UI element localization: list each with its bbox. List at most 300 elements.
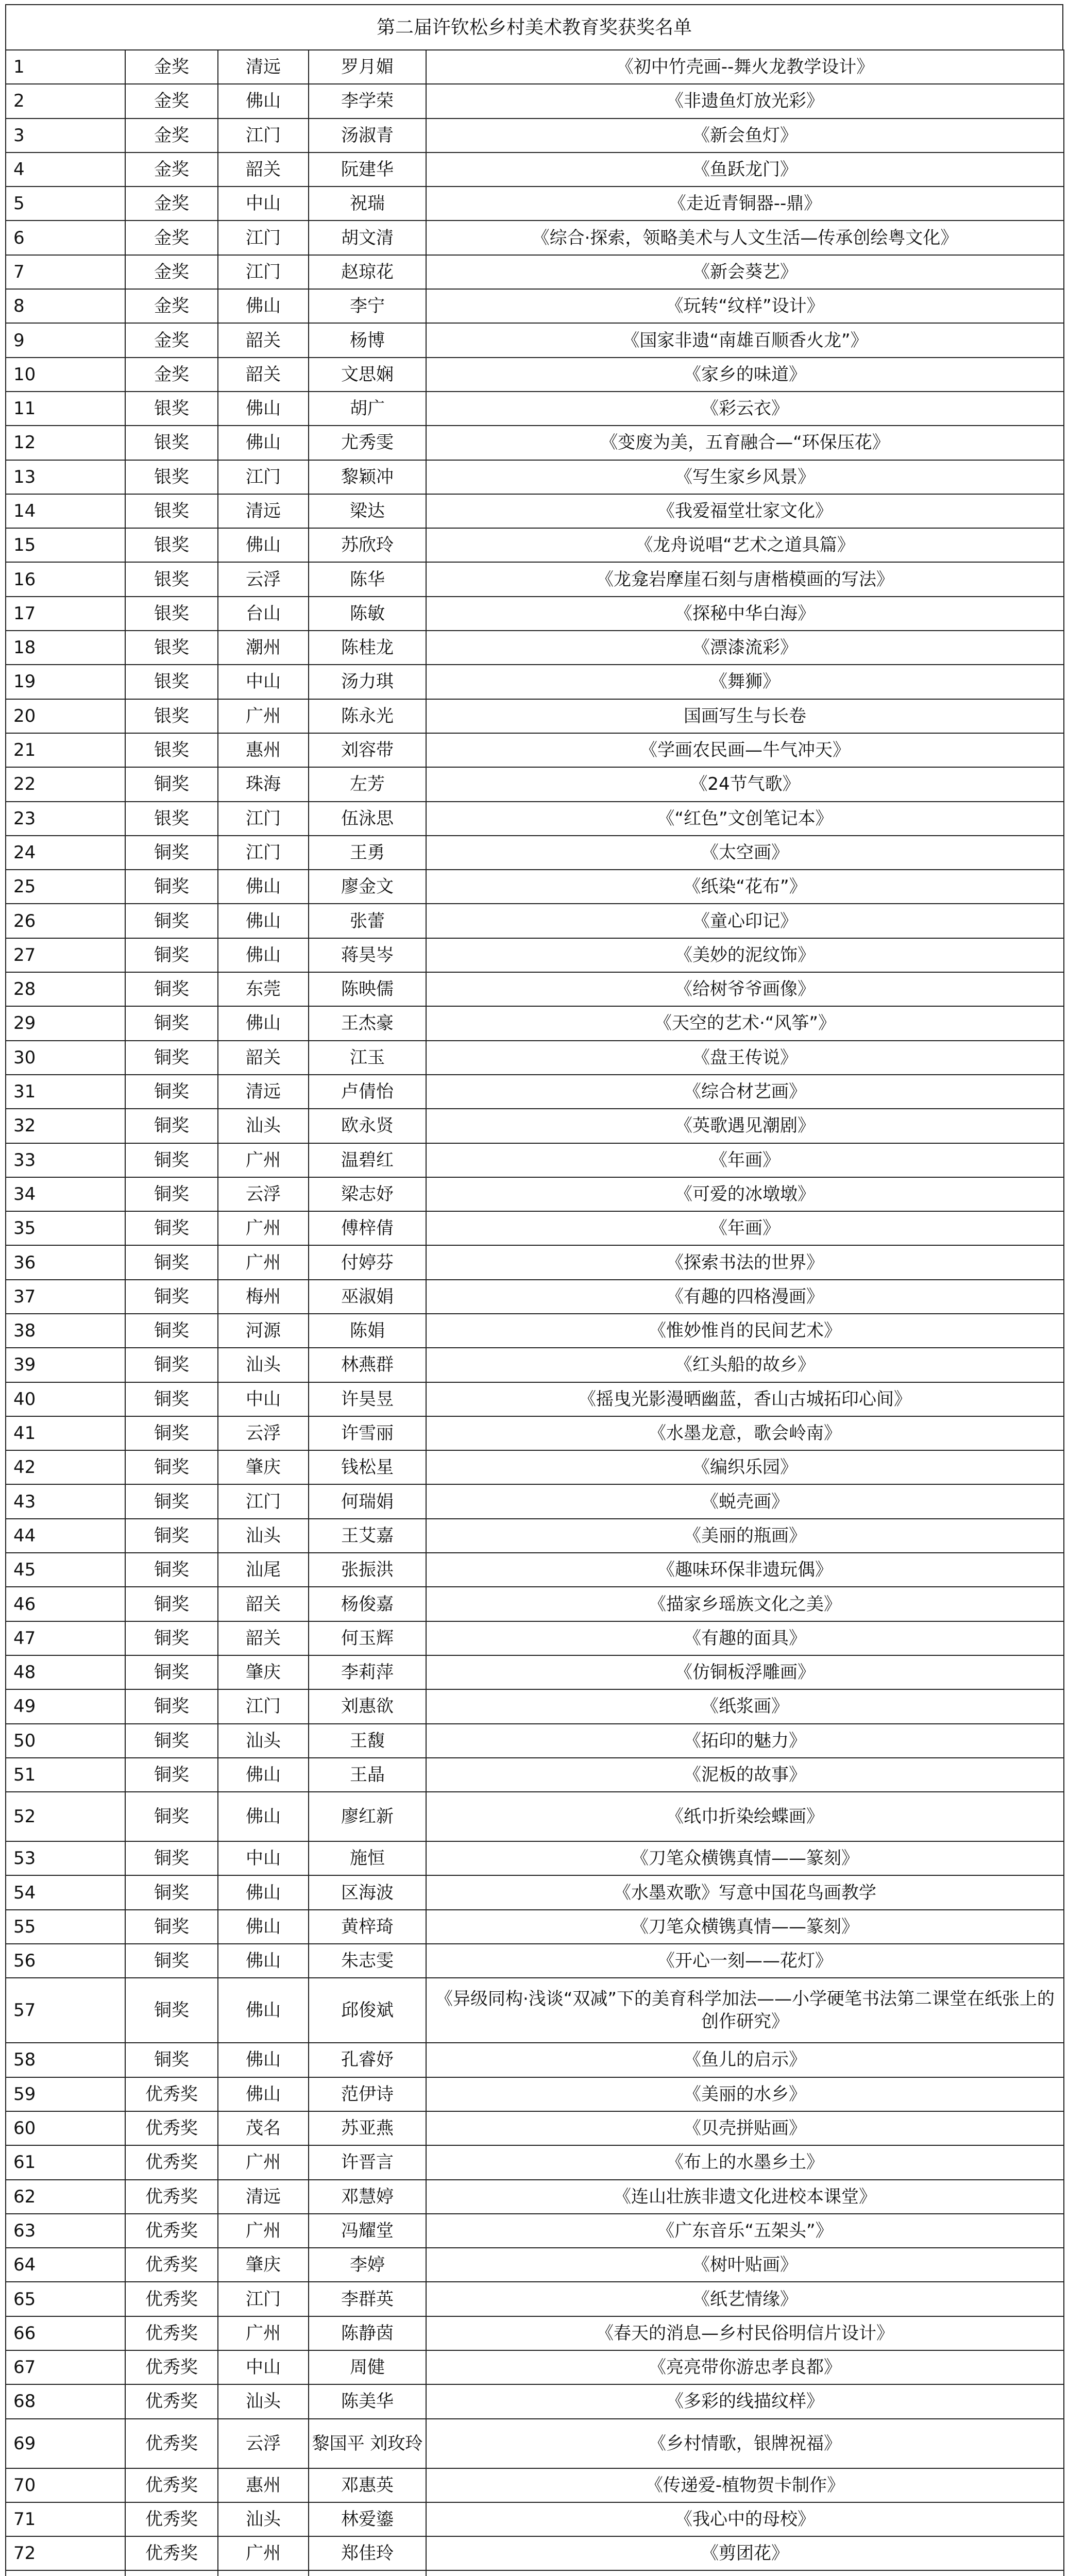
work-title: 《开心一刻——花灯》 bbox=[426, 1944, 1064, 1978]
award-level: 银奖 bbox=[125, 631, 218, 665]
city-name: 东莞 bbox=[218, 972, 309, 1006]
award-level bbox=[125, 2570, 218, 2576]
winner-name: 王杰豪 bbox=[309, 1006, 426, 1040]
table-row bbox=[6, 289, 1064, 323]
city-name: 云浮 bbox=[218, 1177, 309, 1211]
row-number: 30 bbox=[6, 1041, 125, 1075]
row-number: 9 bbox=[6, 323, 125, 357]
work-title: 《拓印的魅力》 bbox=[426, 1724, 1064, 1758]
city-name: 广州 bbox=[218, 699, 309, 733]
work-title: 《有趣的面具》 bbox=[426, 1621, 1064, 1655]
table-row bbox=[6, 2468, 1064, 2502]
row-number: 67 bbox=[6, 2350, 125, 2384]
work-title: 《家乡的味道》 bbox=[426, 358, 1064, 392]
city-name bbox=[218, 2570, 309, 2576]
row-number: 10 bbox=[6, 358, 125, 392]
work-title: 《美丽的水乡》 bbox=[426, 2077, 1064, 2111]
winner-name: 汤淑青 bbox=[309, 118, 426, 152]
winner-name: 苏欣玲 bbox=[309, 528, 426, 562]
award-level: 金奖 bbox=[125, 358, 218, 392]
award-level: 铜奖 bbox=[125, 1041, 218, 1075]
table-row bbox=[6, 1944, 1064, 1978]
row-number: 14 bbox=[6, 494, 125, 528]
city-name: 佛山 bbox=[218, 904, 309, 938]
winner-name: 钱松星 bbox=[309, 1450, 426, 1484]
award-level: 优秀奖 bbox=[125, 2502, 218, 2536]
award-table bbox=[5, 49, 1064, 2576]
city-name: 清远 bbox=[218, 1075, 309, 1109]
table-row bbox=[6, 2502, 1064, 2536]
work-title: 《美丽的瓶画》 bbox=[426, 1519, 1064, 1553]
work-title: 《纸巾折染绘蝶画》 bbox=[426, 1792, 1064, 1841]
award-level: 铜奖 bbox=[125, 1109, 218, 1143]
work-title: 《树叶贴画》 bbox=[426, 2248, 1064, 2282]
winner-name: 冯耀堂 bbox=[309, 2214, 426, 2248]
row-number: 25 bbox=[6, 870, 125, 904]
award-level: 优秀奖 bbox=[125, 2350, 218, 2384]
winner-name: 邓惠英 bbox=[309, 2468, 426, 2502]
award-level: 铜奖 bbox=[125, 870, 218, 904]
award-level: 铜奖 bbox=[125, 1689, 218, 1723]
work-title: 《龙舟说唱“艺术之道具篇》 bbox=[426, 528, 1064, 562]
city-name: 韶关 bbox=[218, 1587, 309, 1621]
work-title: 《布上的水墨乡土》 bbox=[426, 2145, 1064, 2179]
work-title: 《描家乡瑶族文化之美》 bbox=[426, 1587, 1064, 1621]
city-name: 潮州 bbox=[218, 631, 309, 665]
award-level: 铜奖 bbox=[125, 1621, 218, 1655]
work-title: 《有趣的四格漫画》 bbox=[426, 1280, 1064, 1314]
work-title: 《太空画》 bbox=[426, 836, 1064, 870]
award-level: 金奖 bbox=[125, 323, 218, 357]
row-number: 40 bbox=[6, 1382, 125, 1416]
table-row bbox=[6, 2384, 1064, 2418]
award-level: 优秀奖 bbox=[125, 2248, 218, 2282]
row-number: 38 bbox=[6, 1314, 125, 1348]
table-row bbox=[6, 392, 1064, 426]
city-name: 佛山 bbox=[218, 1978, 309, 2043]
table-row bbox=[6, 597, 1064, 631]
city-name: 汕头 bbox=[218, 1109, 309, 1143]
table-row bbox=[6, 1553, 1064, 1587]
work-title: 《新会鱼灯》 bbox=[426, 118, 1064, 152]
table-row bbox=[6, 1724, 1064, 1758]
table-row bbox=[6, 2214, 1064, 2248]
winner-name: 陈桂龙 bbox=[309, 631, 426, 665]
work-title: 《编织乐园》 bbox=[426, 1450, 1064, 1484]
work-title: 《春天的消息—乡村民俗明信片设计》 bbox=[426, 2316, 1064, 2350]
work-title: 《国家非遗“南雄百顺香火龙”》 bbox=[426, 323, 1064, 357]
winner-name: 陈敏 bbox=[309, 597, 426, 631]
table-row bbox=[6, 1348, 1064, 1382]
winner-name: 刘容带 bbox=[309, 733, 426, 767]
row-number: 61 bbox=[6, 2145, 125, 2179]
table-row bbox=[6, 1006, 1064, 1040]
row-number: 43 bbox=[6, 1484, 125, 1518]
table-row bbox=[6, 938, 1064, 972]
winner-name: 李宁 bbox=[309, 289, 426, 323]
winner-name: 廖金文 bbox=[309, 870, 426, 904]
winner-name: 江玉 bbox=[309, 1041, 426, 1075]
winner-name: 李学荣 bbox=[309, 84, 426, 118]
winner-name: 傅梓倩 bbox=[309, 1211, 426, 1245]
award-level: 铜奖 bbox=[125, 1944, 218, 1978]
row-number: 52 bbox=[6, 1792, 125, 1841]
table-row bbox=[6, 1519, 1064, 1553]
award-level: 金奖 bbox=[125, 84, 218, 118]
work-title: 《纸浆画》 bbox=[426, 1689, 1064, 1723]
winner-name: 王晶 bbox=[309, 1758, 426, 1792]
city-name: 肇庆 bbox=[218, 1655, 309, 1689]
city-name: 佛山 bbox=[218, 84, 309, 118]
winner-name: 陈美华 bbox=[309, 2384, 426, 2418]
work-title: 《我心中的母校》 bbox=[426, 2502, 1064, 2536]
table-row bbox=[6, 528, 1064, 562]
award-level: 铜奖 bbox=[125, 1587, 218, 1621]
winner-name: 邓慧婷 bbox=[309, 2180, 426, 2214]
winner-name: 郑佳玲 bbox=[309, 2536, 426, 2570]
award-level: 铜奖 bbox=[125, 1245, 218, 1279]
award-level: 优秀奖 bbox=[125, 2468, 218, 2502]
work-title: 《剪团花》 bbox=[426, 2536, 1064, 2570]
city-name: 中山 bbox=[218, 1382, 309, 1416]
award-level: 银奖 bbox=[125, 426, 218, 460]
row-number: 23 bbox=[6, 802, 125, 836]
row-number: 68 bbox=[6, 2384, 125, 2418]
award-level: 铜奖 bbox=[125, 938, 218, 972]
work-title: 《童心印记》 bbox=[426, 904, 1064, 938]
table-row bbox=[6, 2570, 1064, 2576]
city-name: 佛山 bbox=[218, 1944, 309, 1978]
city-name: 云浮 bbox=[218, 1416, 309, 1450]
city-name: 茂名 bbox=[218, 2111, 309, 2145]
table-row bbox=[6, 1382, 1064, 1416]
table-row bbox=[6, 1245, 1064, 1279]
row-number: 72 bbox=[6, 2536, 125, 2570]
work-title: 《惟妙惟肖的民间艺术》 bbox=[426, 1314, 1064, 1348]
row-number: 18 bbox=[6, 631, 125, 665]
table-row bbox=[6, 2145, 1064, 2179]
winner-name: 区海波 bbox=[309, 1875, 426, 1909]
row-number: 62 bbox=[6, 2180, 125, 2214]
work-title: 《仿铜板浮雕画》 bbox=[426, 1655, 1064, 1689]
work-title: 《玩转“纹样”设计》 bbox=[426, 289, 1064, 323]
city-name: 江门 bbox=[218, 802, 309, 836]
winner-name: 张振洪 bbox=[309, 1553, 426, 1587]
city-name: 江门 bbox=[218, 836, 309, 870]
city-name: 中山 bbox=[218, 1841, 309, 1875]
winner-name: 周健 bbox=[309, 2350, 426, 2384]
work-title: 《走近青铜器--鼎》 bbox=[426, 187, 1064, 221]
work-title: 《红头船的故乡》 bbox=[426, 1348, 1064, 1382]
work-title: 《综合材艺画》 bbox=[426, 1075, 1064, 1109]
award-level: 铜奖 bbox=[125, 1875, 218, 1909]
row-number: 44 bbox=[6, 1519, 125, 1553]
row-number: 16 bbox=[6, 562, 125, 596]
award-level: 铜奖 bbox=[125, 1841, 218, 1875]
winner-name: 李群英 bbox=[309, 2282, 426, 2316]
city-name: 清远 bbox=[218, 50, 309, 84]
work-title: 《变废为美，五育融合—“环保压花》 bbox=[426, 426, 1064, 460]
city-name: 佛山 bbox=[218, 1910, 309, 1944]
city-name: 佛山 bbox=[218, 938, 309, 972]
row-number: 36 bbox=[6, 1245, 125, 1279]
winner-name: 卢倩怡 bbox=[309, 1075, 426, 1109]
winner-name: 廖红新 bbox=[309, 1792, 426, 1841]
city-name: 中山 bbox=[218, 2350, 309, 2384]
table-row bbox=[6, 767, 1064, 801]
city-name: 佛山 bbox=[218, 1875, 309, 1909]
winner-name: 蒋昊岑 bbox=[309, 938, 426, 972]
city-name: 云浮 bbox=[218, 2419, 309, 2468]
award-level: 铜奖 bbox=[125, 1075, 218, 1109]
city-name: 广州 bbox=[218, 1143, 309, 1177]
winner-name: 何瑞娟 bbox=[309, 1484, 426, 1518]
work-title: 《刀笔众横镌真情——篆刻》 bbox=[426, 1841, 1064, 1875]
city-name: 中山 bbox=[218, 187, 309, 221]
winner-name: 罗月媚 bbox=[309, 50, 426, 84]
city-name: 中山 bbox=[218, 665, 309, 699]
city-name: 云浮 bbox=[218, 562, 309, 596]
city-name: 汕头 bbox=[218, 2502, 309, 2536]
table-row bbox=[6, 733, 1064, 767]
work-title: 《可爱的冰墩墩》 bbox=[426, 1177, 1064, 1211]
award-level: 银奖 bbox=[125, 733, 218, 767]
award-level: 优秀奖 bbox=[125, 2180, 218, 2214]
award-level: 铜奖 bbox=[125, 1910, 218, 1944]
award-level: 铜奖 bbox=[125, 972, 218, 1006]
winner-name: 李莉萍 bbox=[309, 1655, 426, 1689]
row-number: 31 bbox=[6, 1075, 125, 1109]
award-level: 银奖 bbox=[125, 528, 218, 562]
winner-name: 陈永光 bbox=[309, 699, 426, 733]
row-number: 4 bbox=[6, 152, 125, 187]
table-row bbox=[6, 2043, 1064, 2077]
award-level: 铜奖 bbox=[125, 836, 218, 870]
work-title: 《摇曳光影漫晒幽蓝，香山古城拓印心间》 bbox=[426, 1382, 1064, 1416]
table-row bbox=[6, 1075, 1064, 1109]
work-title: 《新会葵艺》 bbox=[426, 255, 1064, 289]
award-level: 优秀奖 bbox=[125, 2111, 218, 2145]
table-row bbox=[6, 494, 1064, 528]
winner-name: 梁志妤 bbox=[309, 1177, 426, 1211]
work-title: 《我爱福堂壮家文化》 bbox=[426, 494, 1064, 528]
city-name: 佛山 bbox=[218, 392, 309, 426]
winner-name: 许晋言 bbox=[309, 2145, 426, 2179]
award-level: 铜奖 bbox=[125, 1553, 218, 1587]
row-number: 27 bbox=[6, 938, 125, 972]
row-number: 15 bbox=[6, 528, 125, 562]
work-title: 《天空的艺术·“风筝”》 bbox=[426, 1006, 1064, 1040]
row-number: 46 bbox=[6, 1587, 125, 1621]
work-title: 《年画》 bbox=[426, 1211, 1064, 1245]
city-name: 江门 bbox=[218, 221, 309, 255]
table-row bbox=[6, 1587, 1064, 1621]
table-row bbox=[6, 1841, 1064, 1875]
table-row bbox=[6, 50, 1064, 84]
award-level: 优秀奖 bbox=[125, 2536, 218, 2570]
work-title: 《贝壳拼贴画》 bbox=[426, 2111, 1064, 2145]
city-name: 佛山 bbox=[218, 426, 309, 460]
row-number: 41 bbox=[6, 1416, 125, 1450]
row-number: 37 bbox=[6, 1280, 125, 1314]
row-number: 24 bbox=[6, 836, 125, 870]
award-level: 铜奖 bbox=[125, 1314, 218, 1348]
row-number: 51 bbox=[6, 1758, 125, 1792]
award-level: 铜奖 bbox=[125, 904, 218, 938]
city-name: 惠州 bbox=[218, 2468, 309, 2502]
award-level: 铜奖 bbox=[125, 1484, 218, 1518]
award-level: 银奖 bbox=[125, 665, 218, 699]
award-level: 银奖 bbox=[125, 597, 218, 631]
city-name: 佛山 bbox=[218, 1792, 309, 1841]
city-name: 广州 bbox=[218, 2316, 309, 2350]
city-name: 汕尾 bbox=[218, 1553, 309, 1587]
work-title: 国画写生与长卷 bbox=[426, 699, 1064, 733]
row-number: 2 bbox=[6, 84, 125, 118]
award-level: 优秀奖 bbox=[125, 2419, 218, 2468]
winner-name: 阮建华 bbox=[309, 152, 426, 187]
award-level: 铜奖 bbox=[125, 1211, 218, 1245]
work-title: 《水墨欢歌》写意中国花鸟画教学 bbox=[426, 1875, 1064, 1909]
award-level: 铜奖 bbox=[125, 1416, 218, 1450]
city-name: 佛山 bbox=[218, 528, 309, 562]
row-number: 57 bbox=[6, 1978, 125, 2043]
table-row bbox=[6, 118, 1064, 152]
table-row bbox=[6, 1689, 1064, 1723]
city-name: 广州 bbox=[218, 2145, 309, 2179]
row-number: 35 bbox=[6, 1211, 125, 1245]
work-title: 《泥板的故事》 bbox=[426, 1758, 1064, 1792]
work-title: 《24节气歌》 bbox=[426, 767, 1064, 801]
city-name: 清远 bbox=[218, 2180, 309, 2214]
table-row bbox=[6, 1621, 1064, 1655]
city-name: 江门 bbox=[218, 255, 309, 289]
row-number: 20 bbox=[6, 699, 125, 733]
table-row bbox=[6, 1655, 1064, 1689]
table-row bbox=[6, 221, 1064, 255]
work-title: 《广东音乐“五架头”》 bbox=[426, 2214, 1064, 2248]
row-number: 29 bbox=[6, 1006, 125, 1040]
winner-name: 许雪丽 bbox=[309, 1416, 426, 1450]
winner-name: 梁达 bbox=[309, 494, 426, 528]
row-number: 17 bbox=[6, 597, 125, 631]
winner-name: 温碧红 bbox=[309, 1143, 426, 1177]
row-number: 64 bbox=[6, 2248, 125, 2282]
row-number: 55 bbox=[6, 1910, 125, 1944]
winner-name: 范伊诗 bbox=[309, 2077, 426, 2111]
winner-name: 邱俊斌 bbox=[309, 1978, 426, 2043]
table-row bbox=[6, 152, 1064, 187]
table-row bbox=[6, 699, 1064, 733]
city-name: 梅州 bbox=[218, 1280, 309, 1314]
table-row bbox=[6, 2111, 1064, 2145]
table-row bbox=[6, 1177, 1064, 1211]
city-name: 佛山 bbox=[218, 1758, 309, 1792]
winner-name: 汤力琪 bbox=[309, 665, 426, 699]
table-row bbox=[6, 2282, 1064, 2316]
winner-name: 施恒 bbox=[309, 1841, 426, 1875]
city-name: 韶关 bbox=[218, 1041, 309, 1075]
winner-name: 巫淑娟 bbox=[309, 1280, 426, 1314]
row-number: 39 bbox=[6, 1348, 125, 1382]
table-row bbox=[6, 2077, 1064, 2111]
row-number: 6 bbox=[6, 221, 125, 255]
work-title: 《初中竹壳画--舞火龙教学设计》 bbox=[426, 50, 1064, 84]
city-name: 汕头 bbox=[218, 1348, 309, 1382]
award-level: 铜奖 bbox=[125, 1143, 218, 1177]
winner-name: 黎国平 刘玫玲 bbox=[309, 2419, 426, 2468]
city-name: 河源 bbox=[218, 1314, 309, 1348]
winner-name: 文思娴 bbox=[309, 358, 426, 392]
table-row bbox=[6, 1143, 1064, 1177]
work-title: 《探索书法的世界》 bbox=[426, 1245, 1064, 1279]
city-name: 广州 bbox=[218, 1211, 309, 1245]
row-number: 71 bbox=[6, 2502, 125, 2536]
row-number: 32 bbox=[6, 1109, 125, 1143]
winner-name: 林爱鎏 bbox=[309, 2502, 426, 2536]
table-row bbox=[6, 1280, 1064, 1314]
winner-name: 胡文清 bbox=[309, 221, 426, 255]
table-row bbox=[6, 2350, 1064, 2384]
city-name: 韶关 bbox=[218, 358, 309, 392]
winner-name: 许昊昱 bbox=[309, 1382, 426, 1416]
winner-name: 陈静茵 bbox=[309, 2316, 426, 2350]
table-row bbox=[6, 870, 1064, 904]
award-level: 铜奖 bbox=[125, 1792, 218, 1841]
row-number: 19 bbox=[6, 665, 125, 699]
city-name: 广州 bbox=[218, 2214, 309, 2248]
work-title: 《纸艺情缘》 bbox=[426, 2282, 1064, 2316]
table-row bbox=[6, 1978, 1064, 2043]
city-name: 汕头 bbox=[218, 1519, 309, 1553]
winner-name: 左芳 bbox=[309, 767, 426, 801]
row-number: 49 bbox=[6, 1689, 125, 1723]
row-number: 69 bbox=[6, 2419, 125, 2468]
city-name: 台山 bbox=[218, 597, 309, 631]
winner-name: 陈华 bbox=[309, 562, 426, 596]
city-name: 江门 bbox=[218, 2282, 309, 2316]
row-number: 60 bbox=[6, 2111, 125, 2145]
award-level: 铜奖 bbox=[125, 1758, 218, 1792]
row-number: 56 bbox=[6, 1944, 125, 1978]
row-number: 50 bbox=[6, 1724, 125, 1758]
row-number: 26 bbox=[6, 904, 125, 938]
table-row bbox=[6, 84, 1064, 118]
row-number: 48 bbox=[6, 1655, 125, 1689]
city-name: 佛山 bbox=[218, 870, 309, 904]
winner-name: 黄梓琦 bbox=[309, 1910, 426, 1944]
city-name: 江门 bbox=[218, 460, 309, 494]
award-level: 优秀奖 bbox=[125, 2077, 218, 2111]
row-number: 3 bbox=[6, 118, 125, 152]
winner-name: 王艾嘉 bbox=[309, 1519, 426, 1553]
table-row bbox=[6, 1041, 1064, 1075]
award-level: 银奖 bbox=[125, 460, 218, 494]
award-level: 银奖 bbox=[125, 494, 218, 528]
award-level: 金奖 bbox=[125, 289, 218, 323]
row-number: 42 bbox=[6, 1450, 125, 1484]
row-number: 21 bbox=[6, 733, 125, 767]
work-title: 《写生家乡风景》 bbox=[426, 460, 1064, 494]
winner-name bbox=[309, 2570, 426, 2576]
table-row bbox=[6, 1758, 1064, 1792]
winner-name: 王馥 bbox=[309, 1724, 426, 1758]
winner-name: 祝瑞 bbox=[309, 187, 426, 221]
city-name: 韶关 bbox=[218, 1621, 309, 1655]
table-row bbox=[6, 2536, 1064, 2570]
award-level: 铜奖 bbox=[125, 767, 218, 801]
city-name: 肇庆 bbox=[218, 1450, 309, 1484]
